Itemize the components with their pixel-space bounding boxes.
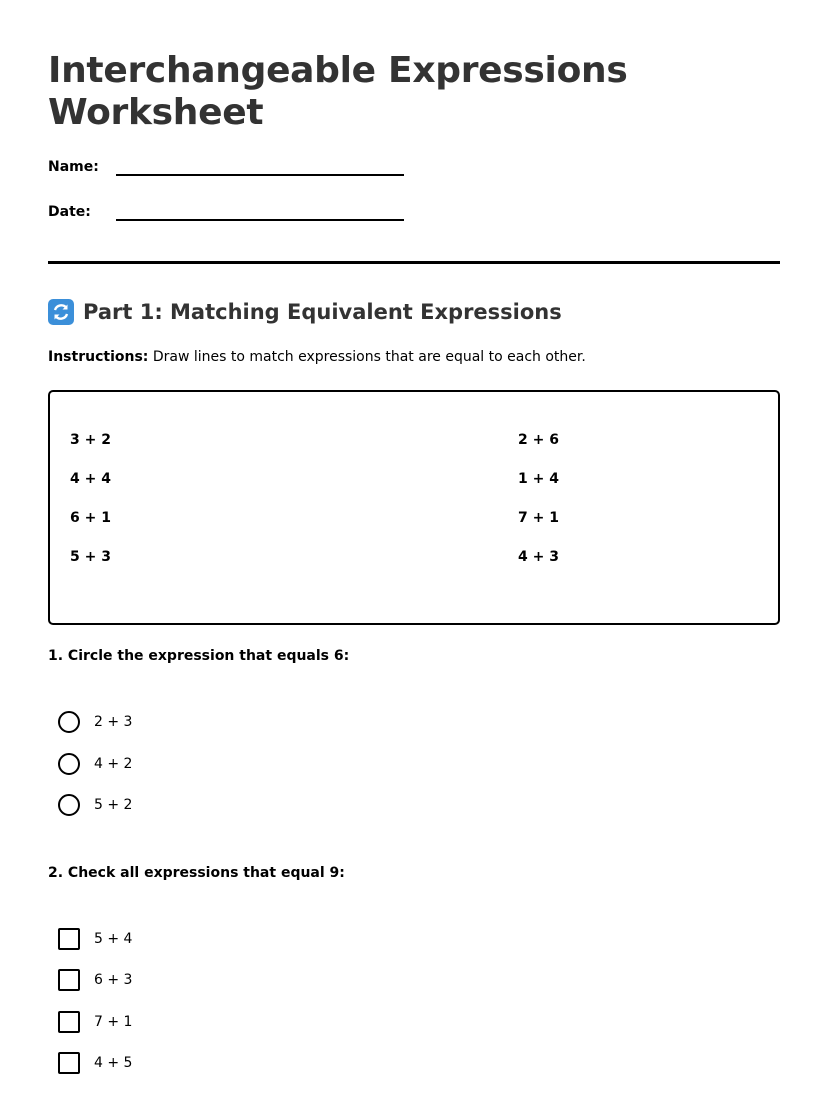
checkbox-icon[interactable] (58, 928, 80, 950)
question-1-prompt: 1. Circle the expression that equals 6: (48, 648, 350, 664)
name-field (48, 159, 99, 175)
name-input-line[interactable] (116, 174, 404, 176)
question-1-option[interactable] (58, 793, 132, 817)
left-expression[interactable]: 3 + 2 (70, 432, 111, 448)
question-1-option[interactable] (58, 752, 132, 776)
instructions-label: Instructions: (48, 349, 149, 365)
right-expression[interactable]: 1 + 4 (518, 471, 559, 487)
checkbox-icon[interactable] (58, 969, 80, 991)
question-2-option[interactable] (58, 1051, 132, 1075)
radio-circle-icon[interactable] (58, 753, 80, 775)
checkbox-icon[interactable] (58, 1052, 80, 1074)
right-expression-column (518, 428, 559, 584)
option-label: 5 + 2 (94, 797, 133, 813)
part1-heading (48, 299, 562, 325)
option-label: 7 + 1 (94, 1014, 133, 1030)
option-label: 4 + 5 (94, 1055, 133, 1071)
instructions (48, 349, 586, 365)
question-2-prompt: 2. Check all expressions that equal 9: (48, 865, 345, 881)
checkbox-icon[interactable] (58, 1011, 80, 1033)
question-1-option[interactable] (58, 710, 132, 734)
left-expression-column (70, 428, 111, 584)
right-expression[interactable]: 7 + 1 (518, 510, 559, 526)
option-label: 4 + 2 (94, 756, 133, 772)
date-label: Date: (48, 204, 91, 220)
date-input-line[interactable] (116, 219, 404, 221)
date-field (48, 204, 91, 220)
question-2-option[interactable] (58, 968, 132, 992)
instructions-text: Draw lines to match expressions that are equal to each other. (152, 349, 586, 365)
arrows-cycle-icon (48, 299, 74, 325)
left-expression[interactable]: 5 + 3 (70, 549, 111, 565)
option-label: 6 + 3 (94, 972, 133, 988)
right-expression[interactable]: 4 + 3 (518, 549, 559, 565)
part1-title: Part 1: Matching Equivalent Expressions (83, 300, 562, 324)
question-2-option[interactable] (58, 927, 132, 951)
question-2-option[interactable] (58, 1010, 132, 1034)
page-title: Interchangeable Expressions Worksheet (48, 50, 628, 133)
section-divider (48, 261, 780, 264)
matching-box (48, 390, 780, 625)
left-expression[interactable]: 6 + 1 (70, 510, 111, 526)
left-expression[interactable]: 4 + 4 (70, 471, 111, 487)
right-expression[interactable]: 2 + 6 (518, 432, 559, 448)
radio-circle-icon[interactable] (58, 794, 80, 816)
option-label: 2 + 3 (94, 714, 133, 730)
option-label: 5 + 4 (94, 931, 133, 947)
radio-circle-icon[interactable] (58, 711, 80, 733)
name-label: Name: (48, 159, 99, 175)
